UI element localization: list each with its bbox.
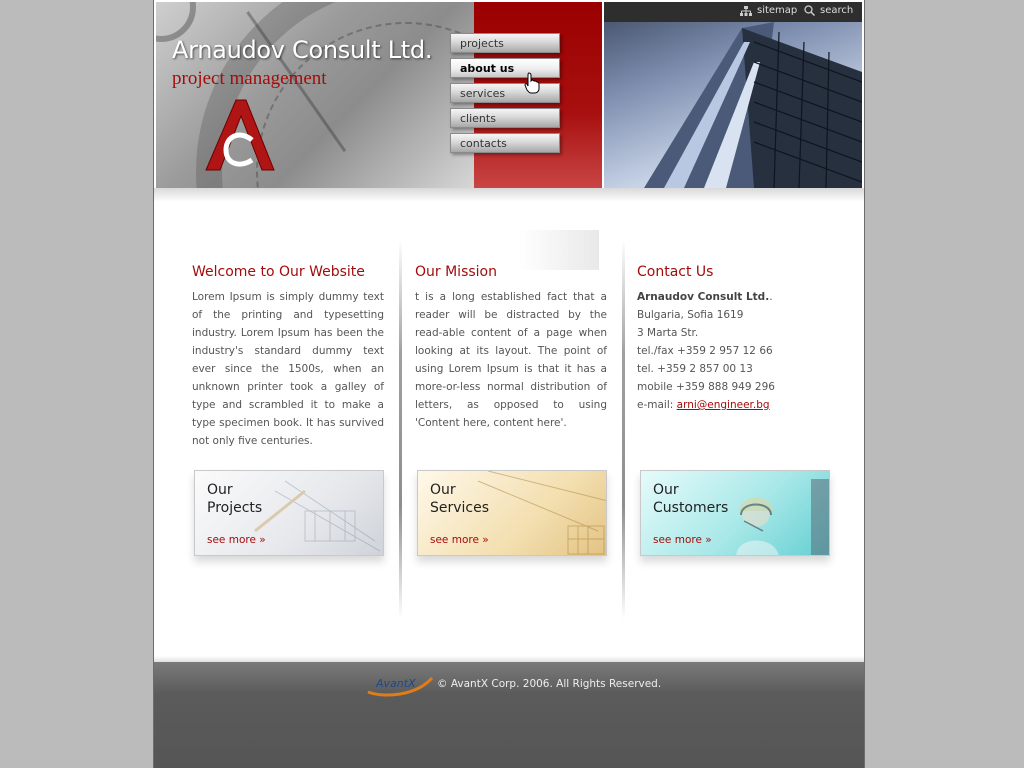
welcome-text: Lorem Ipsum is simply dummy text of the printing and typesetting industry. Lorem Ipsum has been the industry's standard dummy text ever since the 1500s, when an unknown printer took a galley of type and scrambled it to make a type specimen book. It has survived not only five centuries. (192, 291, 384, 447)
top-utility-bar (604, 2, 862, 22)
header-banner (156, 2, 474, 188)
contact-address1: Bulgaria, Sofia 1619 (637, 309, 744, 321)
search-link[interactable] (804, 5, 853, 16)
copyright: © AvantX Corp. 2006. All Rights Reserved. (437, 678, 662, 690)
sitemap-label: sitemap (757, 5, 798, 16)
contact-section (637, 264, 829, 414)
footer (154, 662, 864, 768)
contact-telfax: tel./fax +359 2 957 12 66 (637, 345, 773, 357)
projects-see-more-link[interactable]: see more » (207, 534, 266, 546)
services-box[interactable] (417, 470, 607, 556)
customers-box[interactable] (640, 470, 830, 556)
search-label: search (820, 5, 854, 16)
customers-see-more-link[interactable]: see more » (653, 534, 712, 546)
search-icon (804, 5, 815, 16)
skyscraper-image (604, 2, 862, 188)
company-logo[interactable] (200, 96, 280, 176)
welcome-title: Welcome to Our Website (192, 264, 365, 280)
sitemap-link[interactable] (740, 5, 797, 16)
email-label: e-mail: (637, 399, 674, 411)
menu-item-about-us[interactable]: about us (450, 58, 560, 78)
projects-box[interactable] (194, 470, 384, 556)
services-title-line2: Services (430, 500, 490, 516)
header (154, 0, 864, 190)
email-link[interactable]: arni@engineer.bg (676, 399, 770, 411)
contact-company: Arnaudov Consult Ltd. (637, 291, 770, 303)
hand-cursor-icon (524, 72, 540, 94)
customers-box-title (653, 481, 728, 517)
contact-details (637, 288, 829, 414)
main-menu (450, 33, 562, 158)
mission-text: t is a long established fact that a reader will be distracted by the read-able content of a page when looking at its layout. The point of using Lorem Ipsum is that it has a more-or-less normal distribution of letters, as opposed to using 'Content here, content here'. (415, 291, 607, 429)
page (154, 0, 864, 768)
building-photo (604, 2, 862, 188)
column-divider (399, 240, 402, 620)
projects-box-title (207, 481, 262, 517)
mission-title: Our Mission (415, 264, 497, 280)
customers-title-line1: Our (653, 482, 679, 498)
contact-tel: tel. +359 2 857 00 13 (637, 363, 753, 375)
services-title-line1: Our (430, 482, 456, 498)
avantx-logo-text: AvantX (376, 677, 416, 690)
sitemap-icon (740, 6, 752, 16)
contact-title: Contact Us (637, 264, 714, 280)
contact-mobile: mobile +359 888 949 296 (637, 381, 775, 393)
header-bottom-strip (154, 188, 864, 202)
menu-item-services[interactable]: services (450, 83, 560, 103)
company-name: Arnaudov Consult Ltd. (172, 36, 433, 64)
menu-item-projects[interactable]: projects (450, 33, 560, 53)
projects-title-line2: Projects (207, 500, 263, 516)
customers-title-line2: Customers (653, 500, 729, 516)
avantx-logo[interactable] (366, 672, 434, 698)
tagline: project management (172, 68, 327, 89)
services-box-title (430, 481, 489, 517)
menu-item-clients[interactable]: clients (450, 108, 560, 128)
contact-email-line (637, 396, 829, 414)
contact-company-line: Arnaudov Consult Ltd.. (637, 291, 773, 303)
column-divider (622, 240, 625, 620)
welcome-section (192, 264, 384, 450)
contact-address2: 3 Marta Str. (637, 327, 699, 339)
menu-item-contacts[interactable]: contacts (450, 133, 560, 153)
projects-title-line1: Our (207, 482, 233, 498)
mission-section (415, 264, 607, 432)
services-see-more-link[interactable]: see more » (430, 534, 489, 546)
